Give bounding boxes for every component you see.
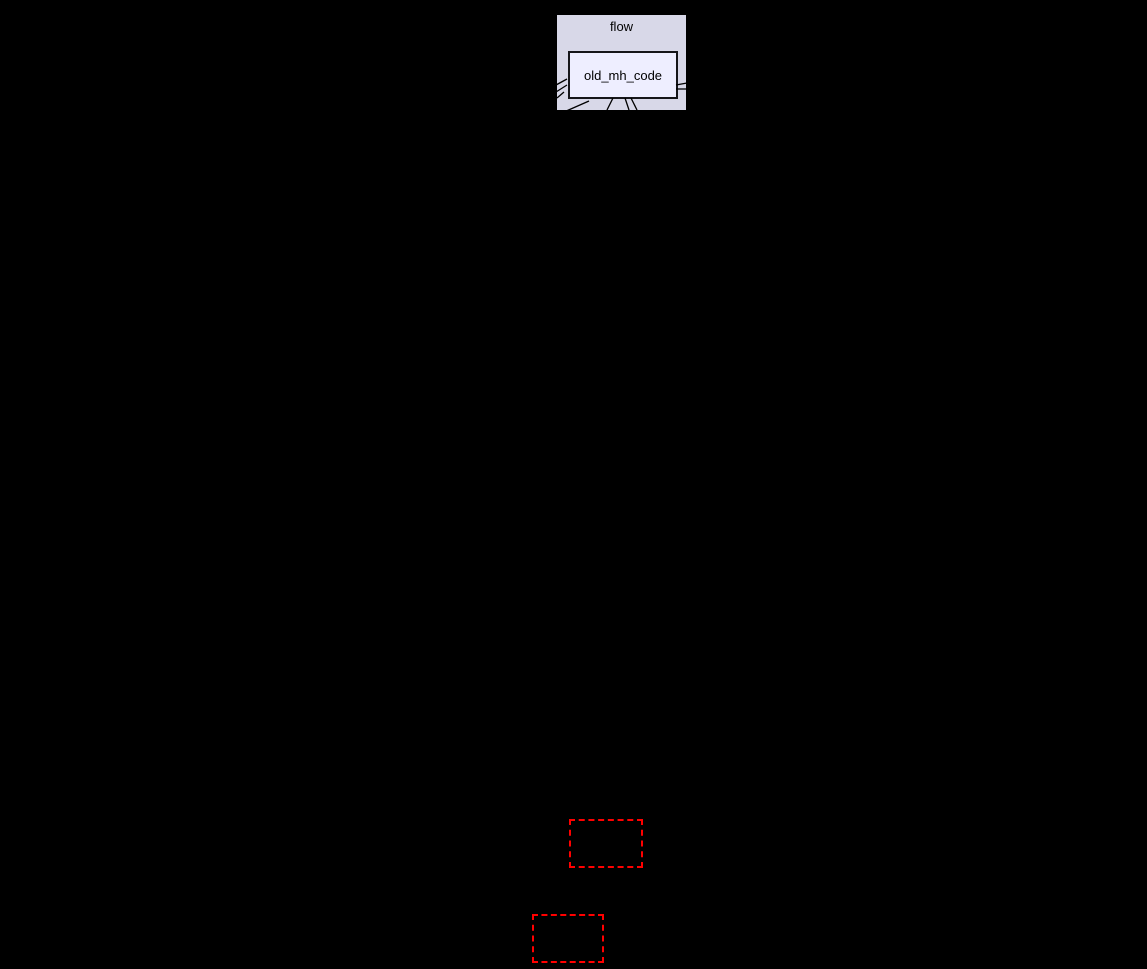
node-old-mh-code[interactable] [568,51,678,99]
cluster-flow-label[interactable]: flow [609,19,634,34]
node-old-mh-code-label: old_mh_code [583,67,663,83]
cluster-flow [556,14,687,111]
truncated-node-2[interactable] [532,914,604,963]
truncated-node-1[interactable] [569,819,643,868]
